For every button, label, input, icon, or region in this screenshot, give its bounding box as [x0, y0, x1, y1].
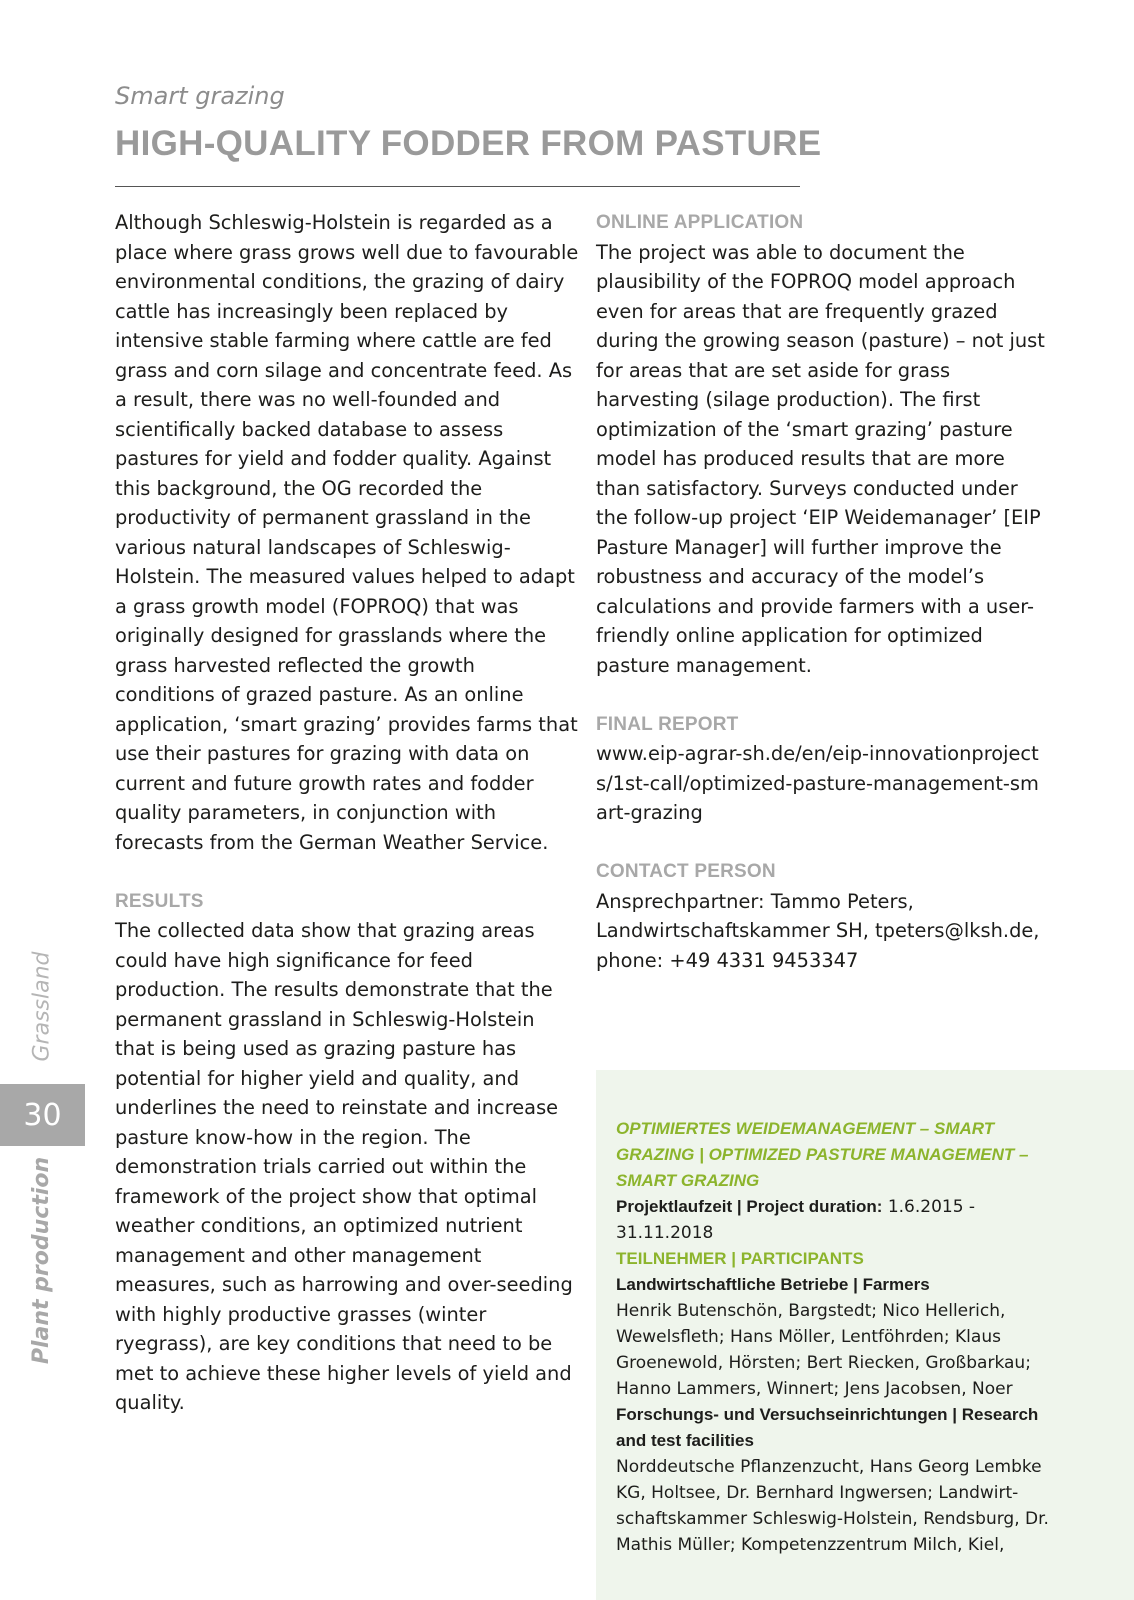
article-kicker: Smart grazing — [115, 82, 285, 110]
farmers-heading: Landwirtschaftliche Betriebe | Farmers — [616, 1275, 930, 1294]
final-report-heading: FINAL REPORT — [596, 713, 739, 735]
project-title: OPTIMIERTES WEIDEMANAGEMENT – SMART GRAZING | OPTIMIZED PASTURE MANAGEMENT – SMART GRAZING — [616, 1119, 1029, 1190]
sidebar-category — [24, 950, 60, 1062]
intro-paragraph: Although Schleswig-Holstein is regarded as a place where grass grows well due to favourable environmental conditions, the grazing of dairy cattle has increasingly been replaced by intensive stable farming where cattle are fed grass and corn silage and concentrate feed. As a result, there was no well-founded and scientifically backed database to assess pastures for yield and fodder quality. Against this background, the OG recorded the productivity of permanent grassland in the various natural landscapes of Schleswig-Holstein. The measured values helped to adapt a grass growth model (FOPROQ) that was originally designed for grasslands where the grass harvested reflected the growth conditions of grazed pasture. As an online application, ‘smart grazing’ provides farms that use their pastures for grazing with data on current and future growth rates and fodder quality parameters, in conjunction with forecasts from the German Weather Service. — [115, 211, 579, 854]
project-info-content — [616, 1116, 1051, 1558]
duration-value: 1.6.2015 - 31.11.2018 — [616, 1197, 976, 1243]
page-number: 30 — [23, 1097, 62, 1133]
project-info-box — [596, 1070, 1134, 1600]
contact-line-name: Ansprechpartner: Tammo Peters, — [596, 889, 914, 913]
contact-heading: CONTACT PERSON — [596, 861, 776, 882]
article-title: HIGH-QUALITY FODDER FROM PASTURE — [115, 124, 822, 163]
results-paragraph: The collected data show that grazing areas could have high significance for feed production. The results demonstrate that the permanent grassland in Schleswig-Holstein that is being used as grazing pasture has potential for higher yield and quality, and underlines the need to reinstate and increase pasture know-how in the region. The demonstration trials carried out within the framework of the project show that optimal weather conditions, an optimized nutrient management and other management measures, such as harrowing and over-seeding with highly productive grasses (winter ryegrass), are key conditions that need to be met to achieve these higher levels of yield and quality. — [115, 919, 573, 1414]
contact-line-email: Landwirtschaftskammer SH, tpeters@lksh.de, — [596, 919, 1040, 942]
research-heading: Forschungs- und Versuchseinrichtungen | Research and test facilities — [616, 1405, 1039, 1450]
sidebar-section — [20, 1156, 64, 1364]
results-heading: RESULTS — [115, 890, 204, 912]
right-column — [596, 208, 1046, 975]
duration-label: Projektlaufzeit | Project duration: — [616, 1197, 883, 1216]
final-report-link[interactable]: www.eip-agrar-sh.de/en/eip-innovationprojects/1st-call/optimized-pasture-management-smart-grazing — [596, 742, 1039, 824]
research-list: Norddeutsche Pflanzenzucht, Hans Georg Lembke KG, Holtsee, Dr. Bernhard Ingwersen; Landwirt-schaftskammer Schleswig-Holstein, Rendsburg, Dr. Mathis Müller; Kompetenzzentrum Milch, Kiel, — [616, 1457, 1049, 1555]
title-divider — [115, 186, 800, 187]
project-duration — [616, 1194, 1051, 1246]
left-column — [115, 208, 580, 1418]
online-application-heading: ONLINE APPLICATION — [596, 212, 804, 233]
sidebar-category-label: Grassland — [29, 951, 55, 1061]
sidebar-section-label: Plant production — [29, 1156, 55, 1364]
participants-heading: TEILNEHMER | PARTICIPANTS — [616, 1249, 864, 1268]
contact-line-phone: phone: +49 4331 9453347 — [596, 948, 859, 972]
page-number-box — [0, 1084, 85, 1146]
farmers-list: Henrik Butenschön, Bargstedt; Nico Hellerich, Wewelsfleth; Hans Möller, Lentföhrden; Klaus Groenewold, Hörsten; Bert Riecken, Großbarkau; Hanno Lammers, Winnert; Jens Jacobsen, Noer — [616, 1301, 1031, 1399]
online-application-paragraph: The project was able to document the plausibility of the FOPROQ model approach even for areas that are frequently grazed during the growing season (pasture) – not just for areas that are set aside for grass harvesting (silage production). The first optimization of the ‘smart grazing’ pasture model has produced results that are more than satisfactory. Surveys conducted under the follow-up project ‘EIP Weidemanager’ [EIP Pasture Manager] will further improve the robustness and accuracy of the model’s calculations and provide farmers with a user-friendly online application for optimized pasture management. — [596, 240, 1045, 677]
